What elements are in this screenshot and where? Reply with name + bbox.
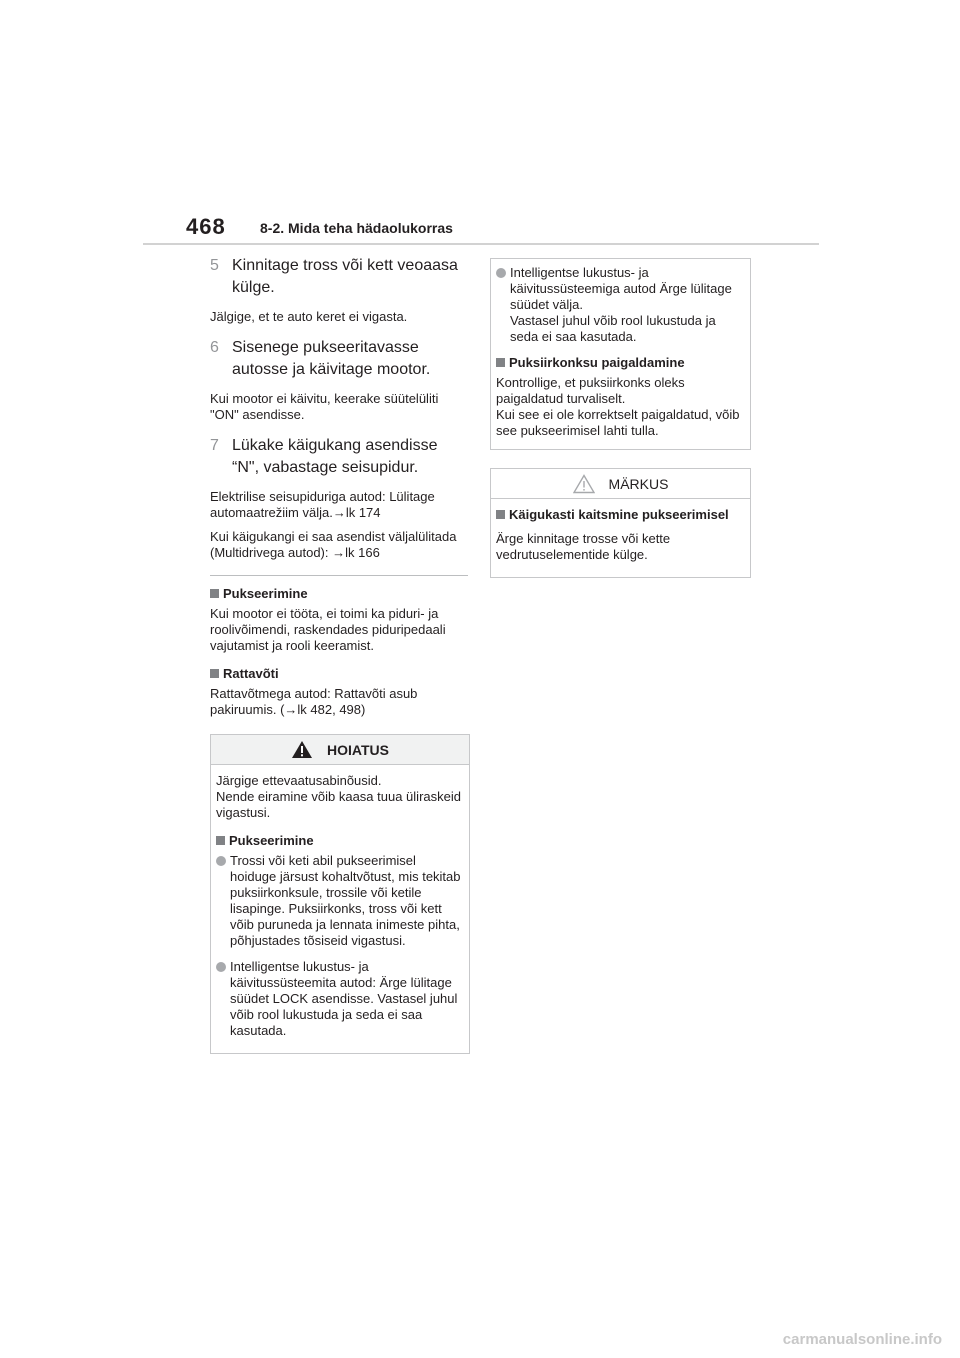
step-number: 5 [210,257,219,274]
bullet-text: Trossi või keti abil pukseerimisel hoiduge järsust kohaltvõtust, mis tekitab puksiirkonksule, trossile või ketile lisapinge. Puksiirkonks, tross või kett võib puruneda ja lennata inimeste pihta, põhjustades tõsiseid vigastusi. [230,853,461,948]
square-bullet-icon [496,358,505,367]
step-note: Elektrilise seisupiduriga autod: Lülitage automaatrežiim välja.→lk 174 [210,489,435,520]
warning-triangle-icon [291,740,313,759]
section-title: 8-2. Mida teha hädaolukorras [260,220,453,236]
bullet-text: Intelligentse lukustus- ja käivitussüsteemiga autod Ärge lülitage süüdet välja. Vastasel juhul võib rool lukustuda ja seda ei saa kasutada. [510,265,732,344]
pukseerimine-text: Kui mootor ei tööta, ei toimi ka piduri- ja roolivõimendi, raskendades piduripedaali vajutamist ja rooli keeramist. [210,606,446,653]
continuation-bullet [496,265,745,345]
warning-body [211,765,469,1053]
subheading-text: Rattavõti [223,666,279,681]
warning-bullet [216,853,464,949]
watermark: carmanualsonline.info [782,1331,942,1348]
step-5 [210,255,468,299]
round-bullet-icon [216,962,226,972]
step-6 [210,337,468,381]
step-number: 6 [210,339,219,356]
note-subheading [496,507,745,523]
step-note: Jälgige, et te auto keret ei vigasta. [210,309,408,324]
step-text: Lükake käigukang asendisse “N", vabastage seisupidur. [232,437,438,476]
warning-intro: Järgige ettevaatusabinõusid. Nende eiramine võib kaasa tuua üliraskeid vigastusi. [216,773,461,820]
subheading-text: Pukseerimine [223,586,308,601]
round-bullet-icon [496,268,506,278]
caution-triangle-icon [573,474,595,494]
puksiirkonks-text: Kontrollige, et puksiirkonks oleks paigaldatud turvaliselt. Kui see ei ole korrektselt paigaldatud, võib see pukseerimisel lahti tulla. [496,375,740,438]
step-note: Kui käigukangi ei saa asendist väljalülitada (Multidrivega autod): →lk 166 [210,529,457,560]
left-column [210,255,468,726]
continuation-body [491,259,750,449]
note-text: Ärge kinnitage trosse või kette vedrutuselementide külge. [496,531,671,562]
header-divider [143,243,819,245]
step-7 [210,435,468,479]
puksiirkonks-heading [496,355,745,371]
square-bullet-icon [210,589,219,598]
warning-subheading [216,833,464,849]
note-body [491,499,750,577]
step-text: Kinnitage tross või kett veoaasa külge. [232,257,458,296]
hoiatus-warning-box [210,734,470,1054]
warning-continuation-box [490,258,751,450]
markus-note-box [490,468,751,578]
round-bullet-icon [216,856,226,866]
warning-title: HOIATUS [327,741,389,758]
pukseerimine-heading [210,586,468,602]
warning-header [211,735,469,765]
square-bullet-icon [216,836,225,845]
rattavoti-text: Rattavõtmega autod: Rattavõti asub pakiruumis. (→lk 482, 498) [210,686,418,717]
subheading-text: Puksiirkonksu paigaldamine [509,355,685,370]
step-number: 7 [210,437,219,454]
subheading-text: Pukseerimine [229,833,314,848]
page-number: 468 [186,214,226,239]
note-header [491,469,750,499]
square-bullet-icon [210,669,219,678]
subheading-text: Käigukasti kaitsmine pukseerimisel [509,507,729,522]
warning-bullet [216,959,464,1039]
square-bullet-icon [496,510,505,519]
note-title: MÄRKUS [608,475,669,492]
step-note: Kui mootor ei käivitu, keerake süütelüliti "ON" asendisse. [210,391,439,422]
rattavoti-heading [210,666,468,682]
step-text: Sisenege pukseeritavasse autosse ja käivitage mootor. [232,339,431,378]
bullet-text: Intelligentse lukustus- ja käivitussüsteemita autod: Ärge lülitage süüdet LOCK asendisse. Vastasel juhul võib rool lukustuda ja seda ei saa kasutada. [230,959,458,1038]
section-divider [210,575,468,576]
